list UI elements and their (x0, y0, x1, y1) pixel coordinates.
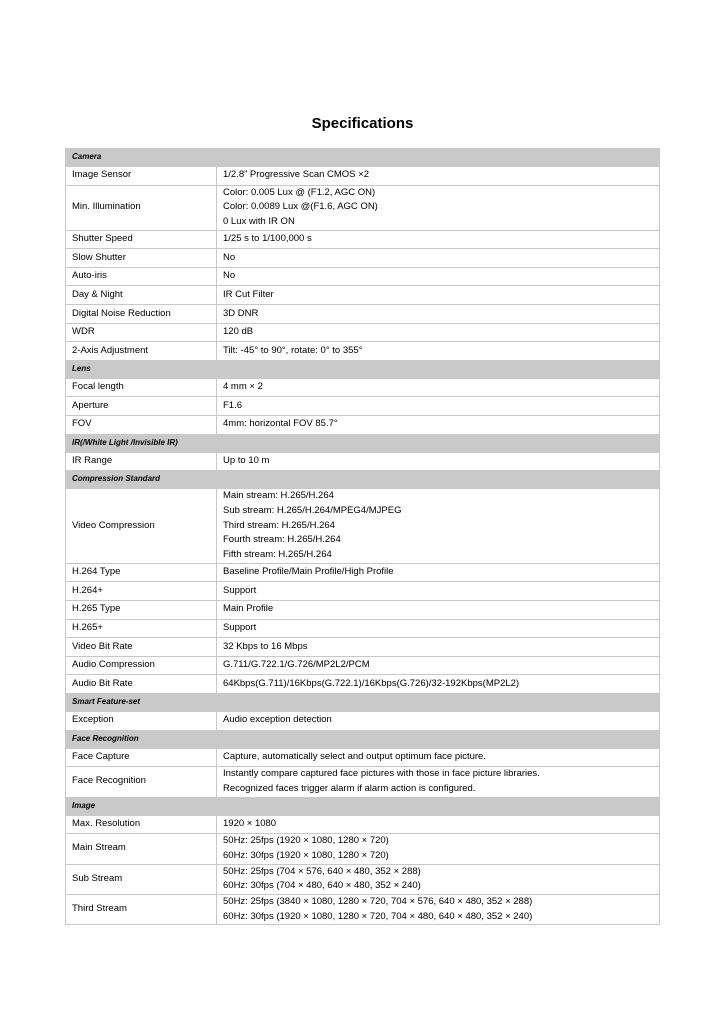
spec-row (66, 167, 660, 186)
spec-value-line: IR Cut Filter (223, 288, 274, 300)
spec-value-line: Audio exception detection (223, 714, 332, 726)
spec-row (66, 342, 660, 361)
spec-row (66, 656, 660, 675)
spec-label: Third Stream (66, 894, 217, 924)
spec-value-line: No (223, 251, 236, 263)
spec-value-line: Fourth stream: H.265/H.264 (223, 534, 341, 546)
spec-row (66, 323, 660, 342)
spec-label: Focal length (66, 378, 217, 397)
spec-row (66, 489, 660, 564)
spec-value-line: 60Hz: 30fps (1920 × 1080, 1280 × 720, 704 × 480, 640 × 480, 352 × 240) (223, 910, 533, 922)
spec-value (217, 563, 660, 582)
spec-value-line: Fifth stream: H.265/H.264 (223, 549, 332, 561)
spec-value (217, 582, 660, 601)
spec-value-line: 4mm: horizontal FOV 85.7° (223, 418, 338, 430)
section-title: Compression Standard (66, 471, 660, 489)
spec-value (217, 378, 660, 397)
spec-label: Sub Stream (66, 864, 217, 894)
spec-row (66, 675, 660, 694)
spec-value (217, 767, 660, 797)
spec-value (217, 267, 660, 286)
spec-value-line: No (223, 270, 236, 282)
spec-row (66, 834, 660, 864)
spec-label: Day & Night (66, 286, 217, 305)
spec-value (217, 342, 660, 361)
spec-label: Audio Compression (66, 656, 217, 675)
spec-row (66, 600, 660, 619)
section-header (66, 730, 660, 748)
spec-value-line: 1/2.8” Progressive Scan CMOS ×2 (223, 169, 369, 181)
spec-label: H.264 Type (66, 563, 217, 582)
spec-label: Auto-iris (66, 267, 217, 286)
spec-value-line: 60Hz: 30fps (1920 × 1080, 1280 × 720) (223, 849, 389, 861)
spec-label: Slow Shutter (66, 249, 217, 268)
section-title: Camera (66, 149, 660, 167)
spec-label: Video Bit Rate (66, 638, 217, 657)
spec-value (217, 600, 660, 619)
spec-value-line: Instantly compare captured face pictures with those in face picture libraries. (223, 768, 540, 780)
spec-value-line: 1920 × 1080 (223, 817, 277, 829)
section-header (66, 360, 660, 378)
spec-row (66, 230, 660, 249)
spec-label: Digital Noise Reduction (66, 305, 217, 324)
spec-label: H.265 Type (66, 600, 217, 619)
spec-row (66, 563, 660, 582)
spec-value-line: 120 dB (223, 326, 254, 338)
spec-row (66, 286, 660, 305)
section-title: Smart Feature-set (66, 693, 660, 711)
spec-row (66, 864, 660, 894)
spec-value (217, 675, 660, 694)
spec-value (217, 305, 660, 324)
spec-value (217, 656, 660, 675)
spec-row (66, 894, 660, 924)
spec-value (217, 748, 660, 767)
spec-label: Video Compression (66, 489, 217, 564)
spec-value (217, 864, 660, 894)
spec-row (66, 582, 660, 601)
spec-value-line: 32 Kbps to 16 Mbps (223, 640, 308, 652)
spec-label: Face Recognition (66, 767, 217, 797)
spec-label: Max. Resolution (66, 815, 217, 834)
spec-value-line: Color: 0.0089 Lux @(F1.6, AGC ON) (223, 201, 378, 213)
spec-value (217, 711, 660, 730)
spec-value-line: G.711/G.722.1/G.726/MP2L2/PCM (223, 659, 370, 671)
spec-value-line: Baseline Profile/Main Profile/High Profile (223, 566, 394, 578)
spec-value-line: Up to 10 m (223, 455, 270, 467)
spec-row (66, 638, 660, 657)
spec-value (217, 489, 660, 564)
spec-row (66, 815, 660, 834)
spec-value (217, 397, 660, 416)
spec-row (66, 249, 660, 268)
spec-label: H.265+ (66, 619, 217, 638)
spec-label: H.264+ (66, 582, 217, 601)
spec-value-line: 64Kbps(G.711)/16Kbps(G.722.1)/16Kbps(G.726)/32-192Kbps(MP2L2) (223, 677, 520, 689)
section-title: Image (66, 797, 660, 815)
spec-label: Aperture (66, 397, 217, 416)
spec-label: FOV (66, 416, 217, 435)
spec-row (66, 378, 660, 397)
spec-value (217, 323, 660, 342)
spec-value (217, 452, 660, 471)
spec-value-line: Sub stream: H.265/H.264/MPEG4/MJPEG (223, 504, 402, 516)
section-header (66, 693, 660, 711)
section-header (66, 149, 660, 167)
spec-value (217, 894, 660, 924)
spec-row (66, 305, 660, 324)
spec-value-line: Recognized faces trigger alarm if alarm action is configured. (223, 782, 476, 794)
spec-row (66, 767, 660, 797)
spec-value-line: 60Hz: 30fps (704 × 480, 640 × 480, 352 × 240) (223, 880, 421, 892)
spec-value (217, 230, 660, 249)
spec-value-line: 50Hz: 25fps (1920 × 1080, 1280 × 720) (223, 835, 389, 847)
spec-value (217, 286, 660, 305)
spec-value (217, 834, 660, 864)
spec-label: Face Capture (66, 748, 217, 767)
spec-row (66, 619, 660, 638)
spec-value-line: 1/25 s to 1/100,000 s (223, 233, 312, 245)
spec-label: IR Range (66, 452, 217, 471)
spec-row (66, 748, 660, 767)
spec-value (217, 619, 660, 638)
spec-label: Audio Bit Rate (66, 675, 217, 694)
spec-row (66, 452, 660, 471)
spec-value-line: 4 mm × 2 (223, 381, 263, 393)
spec-value (217, 185, 660, 230)
spec-value-line: Support (223, 584, 257, 596)
section-title: Face Recognition (66, 730, 660, 748)
spec-value-line: F1.6 (223, 399, 243, 411)
page-title: Specifications (311, 115, 414, 132)
spec-value-line: 0 Lux with IR ON (223, 216, 295, 227)
spec-row (66, 397, 660, 416)
spec-row (66, 185, 660, 230)
spec-label: Image Sensor (66, 167, 217, 186)
spec-value-line: Main Profile (223, 603, 274, 615)
section-header (66, 434, 660, 452)
spec-value (217, 249, 660, 268)
spec-row (66, 267, 660, 286)
spec-value (217, 416, 660, 435)
spec-value-line: 50Hz: 25fps (704 × 576, 640 × 480, 352 × 288) (223, 865, 421, 877)
spec-value-line: Capture, automatically select and output optimum face picture. (223, 750, 486, 762)
spec-label: 2-Axis Adjustment (66, 342, 217, 361)
spec-value-line: Color: 0.005 Lux @ (F1.2, AGC ON) (223, 186, 376, 198)
spec-value-line: Main stream: H.265/H.264 (223, 490, 334, 502)
specifications-table (65, 148, 660, 925)
spec-label: Main Stream (66, 834, 217, 864)
spec-value-line: 50Hz: 25fps (3840 × 1080, 1280 × 720, 704 × 576, 640 × 480, 352 × 288) (223, 895, 533, 907)
section-header (66, 797, 660, 815)
spec-value-line: 3D DNR (223, 307, 259, 319)
spec-value-line: Tilt: -45° to 90°, rotate: 0° to 355° (223, 344, 363, 356)
spec-value (217, 638, 660, 657)
spec-value-line: Support (223, 621, 257, 633)
spec-row (66, 416, 660, 435)
section-header (66, 471, 660, 489)
spec-value (217, 815, 660, 834)
spec-label: WDR (66, 323, 217, 342)
section-title: Lens (66, 360, 660, 378)
spec-row (66, 711, 660, 730)
spec-label: Exception (66, 711, 217, 730)
spec-label: Min. Illumination (66, 185, 217, 230)
spec-value-line: Third stream: H.265/H.264 (223, 519, 335, 531)
spec-label: Shutter Speed (66, 230, 217, 249)
section-title: IR(/White Light /Invisible IR) (66, 434, 660, 452)
spec-value (217, 167, 660, 186)
specifications-table-body (66, 149, 660, 925)
